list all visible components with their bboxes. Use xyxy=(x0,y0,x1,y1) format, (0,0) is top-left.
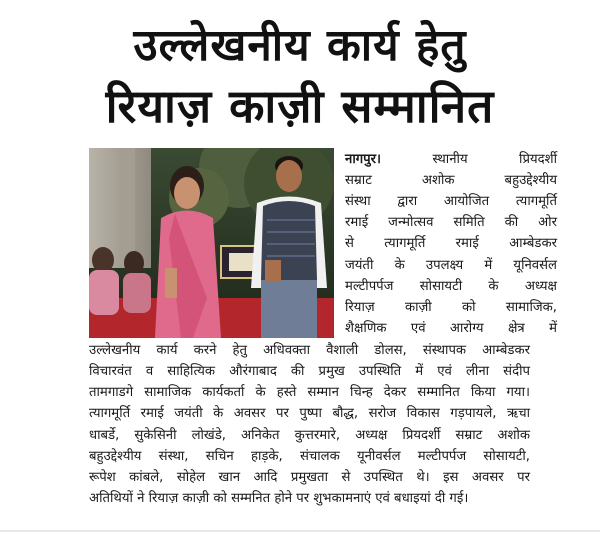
article-line: विचारवंत व साहित्यिक औरंगाबाद की प्रमुख उपस्थिति में एवं लीना संदीप xyxy=(89,364,530,379)
article-line: जयंती के उपलक्ष्य में यूनिवर्सल xyxy=(345,258,557,273)
article-line: रमाई जन्मोत्सव समिति की ओर xyxy=(345,215,557,230)
article-line: त्यागमूर्ति रमाई जयंती के अवसर पर पुष्पा बौद्ध, सरोज विकास गड़पायले, ऋचा xyxy=(89,406,530,421)
article-line: रूपेश कांबले, सोहेल खान आदि प्रमुखता से उपस्थित थे। इस अवसर पर xyxy=(89,470,530,485)
headline-line-1: उल्लेखनीय कार्य हेतु xyxy=(133,20,467,71)
article-text: स्थानीय प्रियदर्शी xyxy=(432,152,557,167)
article-line: रियाज़ काज़ी को सामाजिक, xyxy=(345,300,557,315)
article-line: धाबर्डे, सुकेसिनी लोखंडे, अनिकेत कुत्तरमारे, अध्यक्ष प्रियदर्शी सम्राट अशोक xyxy=(89,428,530,443)
article-line: से त्यागमूर्ति रमाई आम्बेडकर xyxy=(345,236,557,251)
article-line: अतिथियों ने रियाज़ काज़ी को सम्मनित होने पर शुभकामनाएं एवं बधाइयां दी गई। xyxy=(89,491,469,506)
headline-line-2: रियाज़ काज़ी सम्मानित xyxy=(105,79,495,133)
article-line: सम्राट अशोक बहुउद्देश्यीय xyxy=(345,173,557,188)
page-edge-divider xyxy=(0,530,600,532)
article-line: उल्लेखनीय कार्य करने हेतु अधिवक्ता वैशाली डोलस, संस्थापक आम्बेडकर xyxy=(89,343,530,358)
dateline: नागपुर। xyxy=(345,152,382,167)
article-line: शैक्षणिक एवं आरोग्य क्षेत्र में xyxy=(345,321,557,336)
article-line: मल्टीपर्पज सोसायटी के अध्यक्ष xyxy=(345,279,557,294)
award-ceremony-photo xyxy=(89,148,334,338)
article-line: बहुउद्देश्यीय संस्था, सचिन हाड़के, संचालक यूनीवर्सल मल्टीपर्पज सोसायटी, xyxy=(89,449,530,464)
article-line: तामगाडगे सामाजिक कार्यकर्ता के हस्ते सम्मान चिन्ह देकर सम्मानित किया गया। xyxy=(89,385,530,400)
article-line: संस्था द्वारा आयोजित त्यागमूर्ति xyxy=(345,194,557,209)
event-photo xyxy=(89,148,334,338)
article-line xyxy=(345,150,557,170)
